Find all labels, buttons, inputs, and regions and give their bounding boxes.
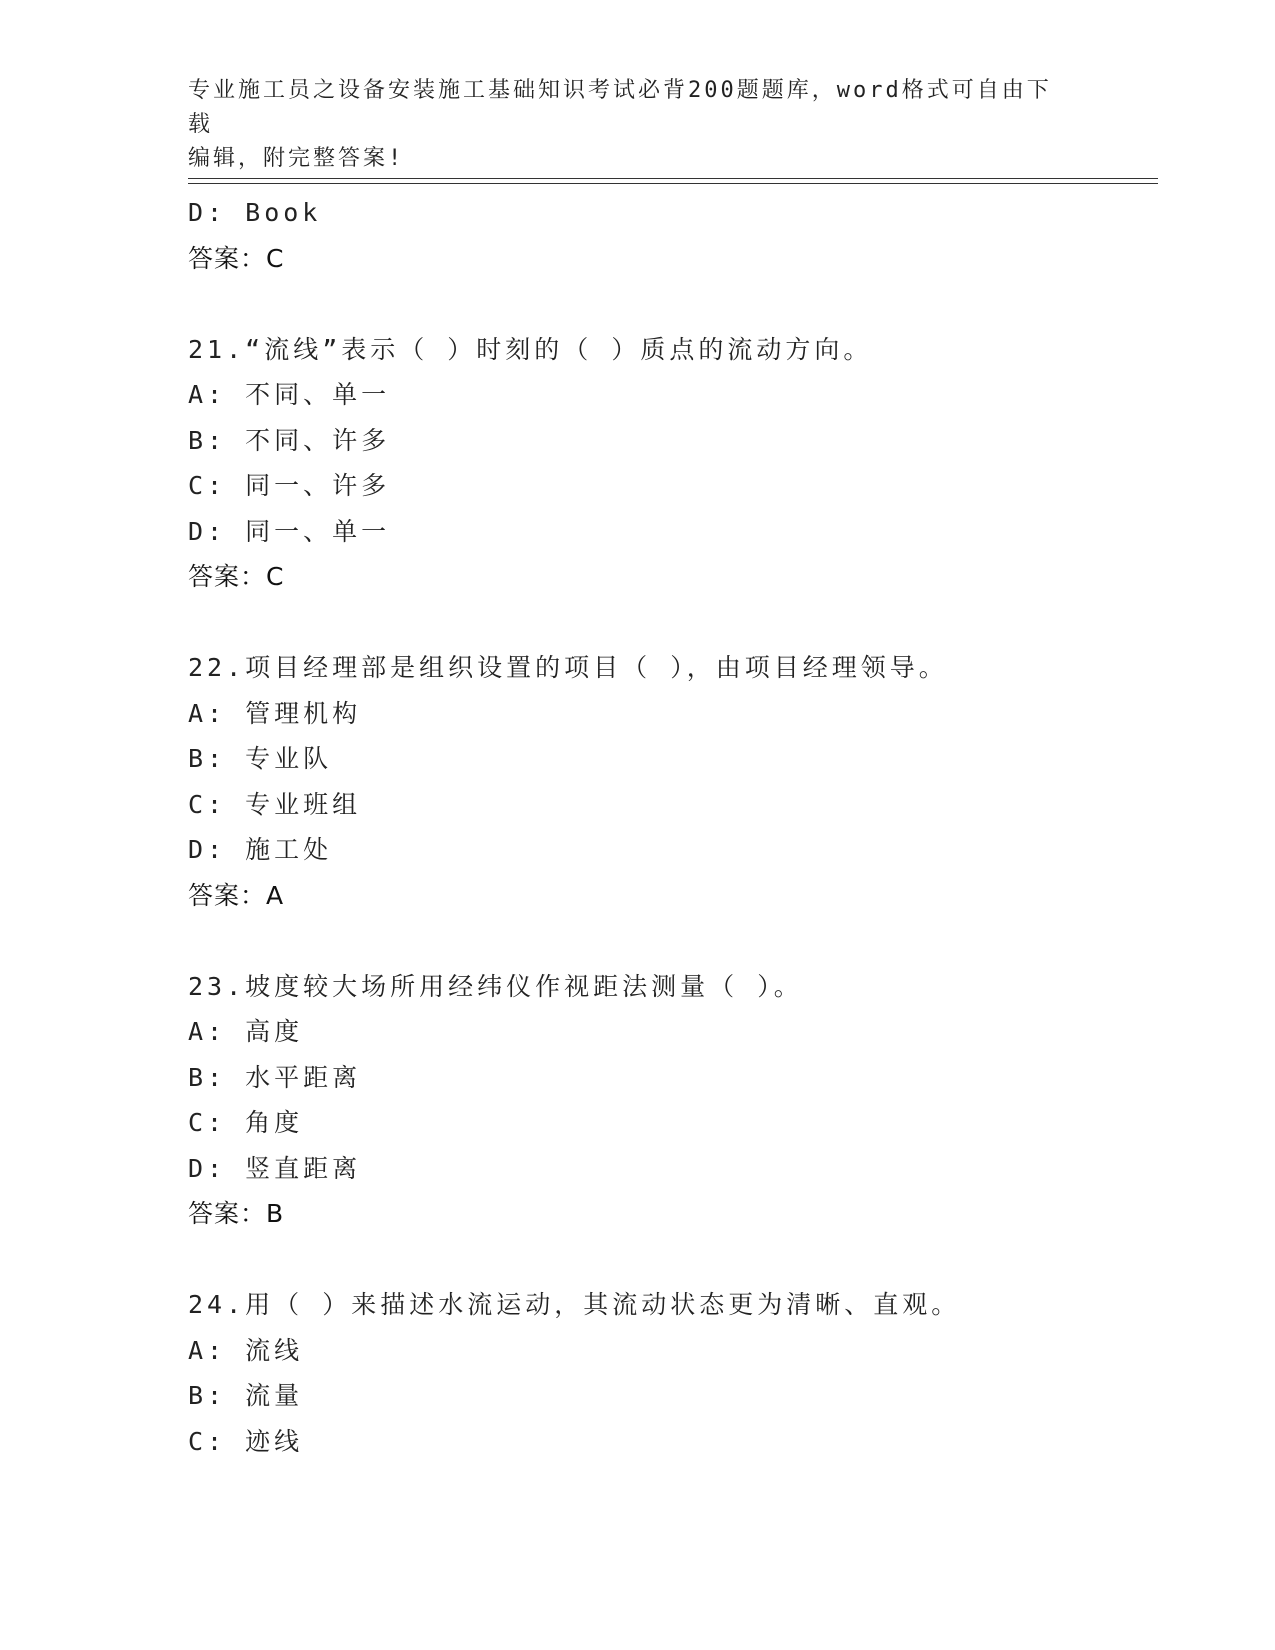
question-24: [188, 1282, 1158, 1464]
option-d: D: Book: [188, 198, 322, 227]
question-stem: 23.坡度较大场所用经纬仪作视距法测量（ ）。: [188, 971, 803, 1001]
header-title-line-2: 编辑，附完整答案!: [188, 146, 405, 171]
option-d: D: 施工处: [188, 835, 333, 864]
answer: 答案：B: [188, 1199, 285, 1228]
option-b: B: 水平距离: [188, 1062, 362, 1092]
question-stem: 22.项目经理部是组织设置的项目（ ），由项目经理领导。: [188, 653, 948, 682]
document-header: [188, 74, 1068, 176]
header-divider: [188, 178, 1158, 184]
option-b: B: 专业队: [188, 744, 333, 773]
option-c: C: 同一、许多: [188, 471, 391, 500]
spacer: [188, 918, 1158, 964]
question-23: [188, 964, 1158, 1237]
question-list: [188, 190, 1158, 1464]
spacer: [188, 600, 1158, 646]
option-b: B: 不同、许多: [188, 425, 391, 455]
option-b: B: 流量: [188, 1381, 304, 1410]
option-c: C: 角度: [188, 1108, 304, 1137]
spacer: [188, 281, 1158, 327]
question-21: [188, 327, 1158, 600]
header-title-line-1: 专业施工员之设备安装施工基础知识考试必背200题题库，word格式可自由下载: [188, 78, 1052, 137]
question-stem: 24.用（ ）来描述水流运动，其流动状态更为清晰、直观。: [188, 1290, 961, 1319]
question-stem: 21.“流线”表示（ ）时刻的（ ）质点的流动方向。: [188, 334, 873, 364]
option-a: A: 不同、单一: [188, 380, 391, 409]
spacer: [188, 1237, 1158, 1283]
answer: 答案：C: [188, 243, 285, 273]
option-c: C: 迹线: [188, 1426, 304, 1456]
option-c: C: 专业班组: [188, 789, 362, 819]
answer: 答案：A: [188, 880, 285, 910]
question-22: [188, 645, 1158, 918]
answer: 答案：C: [188, 562, 285, 591]
option-a: A: 流线: [188, 1335, 304, 1365]
option-a: A: 管理机构: [188, 698, 362, 728]
option-a: A: 高度: [188, 1017, 304, 1046]
option-d: D: 竖直距离: [188, 1153, 362, 1183]
option-d: D: 同一、单一: [188, 516, 391, 546]
